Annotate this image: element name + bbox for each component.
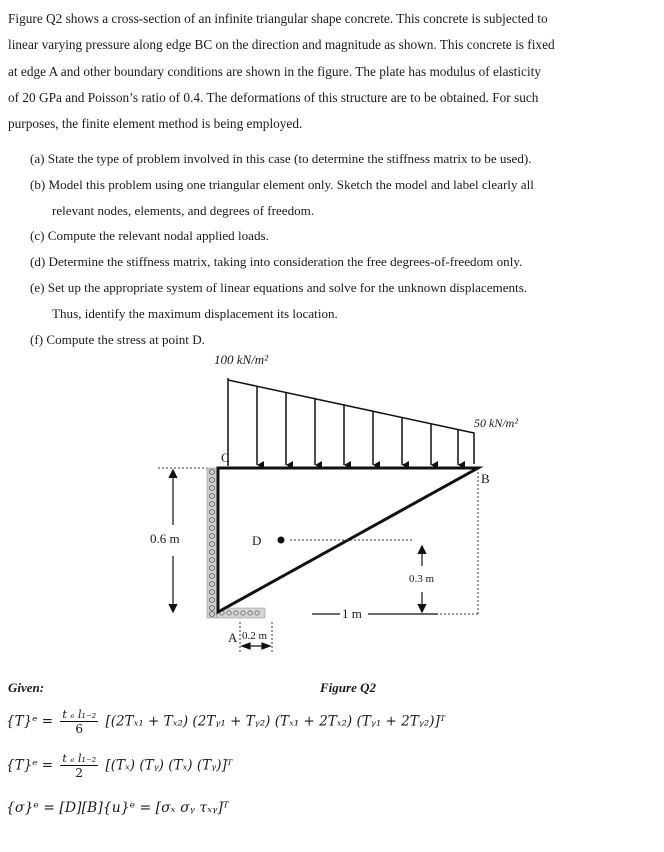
pressure-load <box>228 378 474 466</box>
intro-line: linear varying pressure along edge BC on the direction and magnitude as shown. This concrete is fixed <box>8 37 555 53</box>
dim-d-offset-label: 0.2 m <box>242 630 268 642</box>
question-b-continued: relevant nodes, elements, and degrees of freedom. <box>52 202 315 218</box>
load-right-label: 50 kN/m² <box>474 416 518 430</box>
dimension-d-offset-line <box>242 643 270 649</box>
eq1-fraction-numerator: t ₑ l₁₋₂ <box>62 708 97 721</box>
question-c: (c) Compute the relevant nodal applied loads. <box>30 228 269 244</box>
point-d-marker <box>278 537 285 544</box>
point-d-label: D <box>252 533 262 548</box>
question-e-continued: Thus, identify the maximum displacement its location. <box>52 305 338 321</box>
load-left-label: 100 kN/m² <box>214 352 269 367</box>
equation-stress: {σ}ᵉ = [D][B]{u}ᵉ = [σₓ σᵧ τₓᵧ]ᵀ <box>6 800 229 816</box>
eq1-fraction-denominator: 6 <box>75 722 84 736</box>
eq2-lhs: {T}ᵉ = <box>6 757 54 774</box>
equation-traction-uniform <box>6 752 232 780</box>
eq2-rhs: [(Tₓ) (Tᵧ) (Tₓ) (Tᵧ)]ᵀ <box>105 757 233 774</box>
equation-traction-linear <box>6 708 445 736</box>
question-d: (d) Determine the stiffness matrix, taking into consideration the free degrees-of-freedom only. <box>30 254 523 270</box>
node-b-label: B <box>481 471 490 486</box>
intro-line: purposes, the finite element method is being employed. <box>8 116 303 132</box>
question-e: (e) Set up the appropriate system of linear equations and solve for the unknown displacements. <box>30 279 528 295</box>
eq1-rhs: [(2Tₓ₁ + Tₓ₂) (2Tᵧ₁ + Tᵧ₂) (Tₓ₁ + 2Tₓ₂) (Tᵧ₁ + 2Tᵧ₂)]ᵀ <box>105 713 446 730</box>
node-a-label: A <box>228 630 238 645</box>
dim-d-height-label: 0.3 m <box>409 573 435 585</box>
question-b: (b) Model this problem using one triangular element only. Sketch the model and label clearly all <box>30 176 534 192</box>
intro-line: of 20 GPa and Poisson’s ratio of 0.4. The deformations of this structure are to be obtained. For such <box>8 89 539 105</box>
intro-line: Figure Q2 shows a cross-section of an infinite triangular shape concrete. This concrete is subjected to <box>8 11 548 26</box>
question-f: (f) Compute the stress at point D. <box>30 331 205 347</box>
eq2-fraction-numerator: t ₑ l₁₋₂ <box>62 752 97 765</box>
intro-line: at edge A and other boundary conditions are shown in the figure. The plate has modulus of elasticity <box>8 63 541 79</box>
question-a: (a) State the type of problem involved in this case (to determine the stiffness matrix to be used). <box>30 151 532 166</box>
eq2-fraction <box>60 752 98 780</box>
eq1-lhs: {T}ᵉ = <box>6 713 54 730</box>
dim-height-label: 0.6 m <box>150 531 180 546</box>
eq2-fraction-denominator: 2 <box>75 766 84 780</box>
dim-width-label: 1 m <box>342 606 362 621</box>
figure-caption: Figure Q2 <box>320 680 376 695</box>
node-c-label: C <box>221 450 230 465</box>
eq1-fraction <box>60 708 98 736</box>
given-label: Given: <box>8 680 45 695</box>
